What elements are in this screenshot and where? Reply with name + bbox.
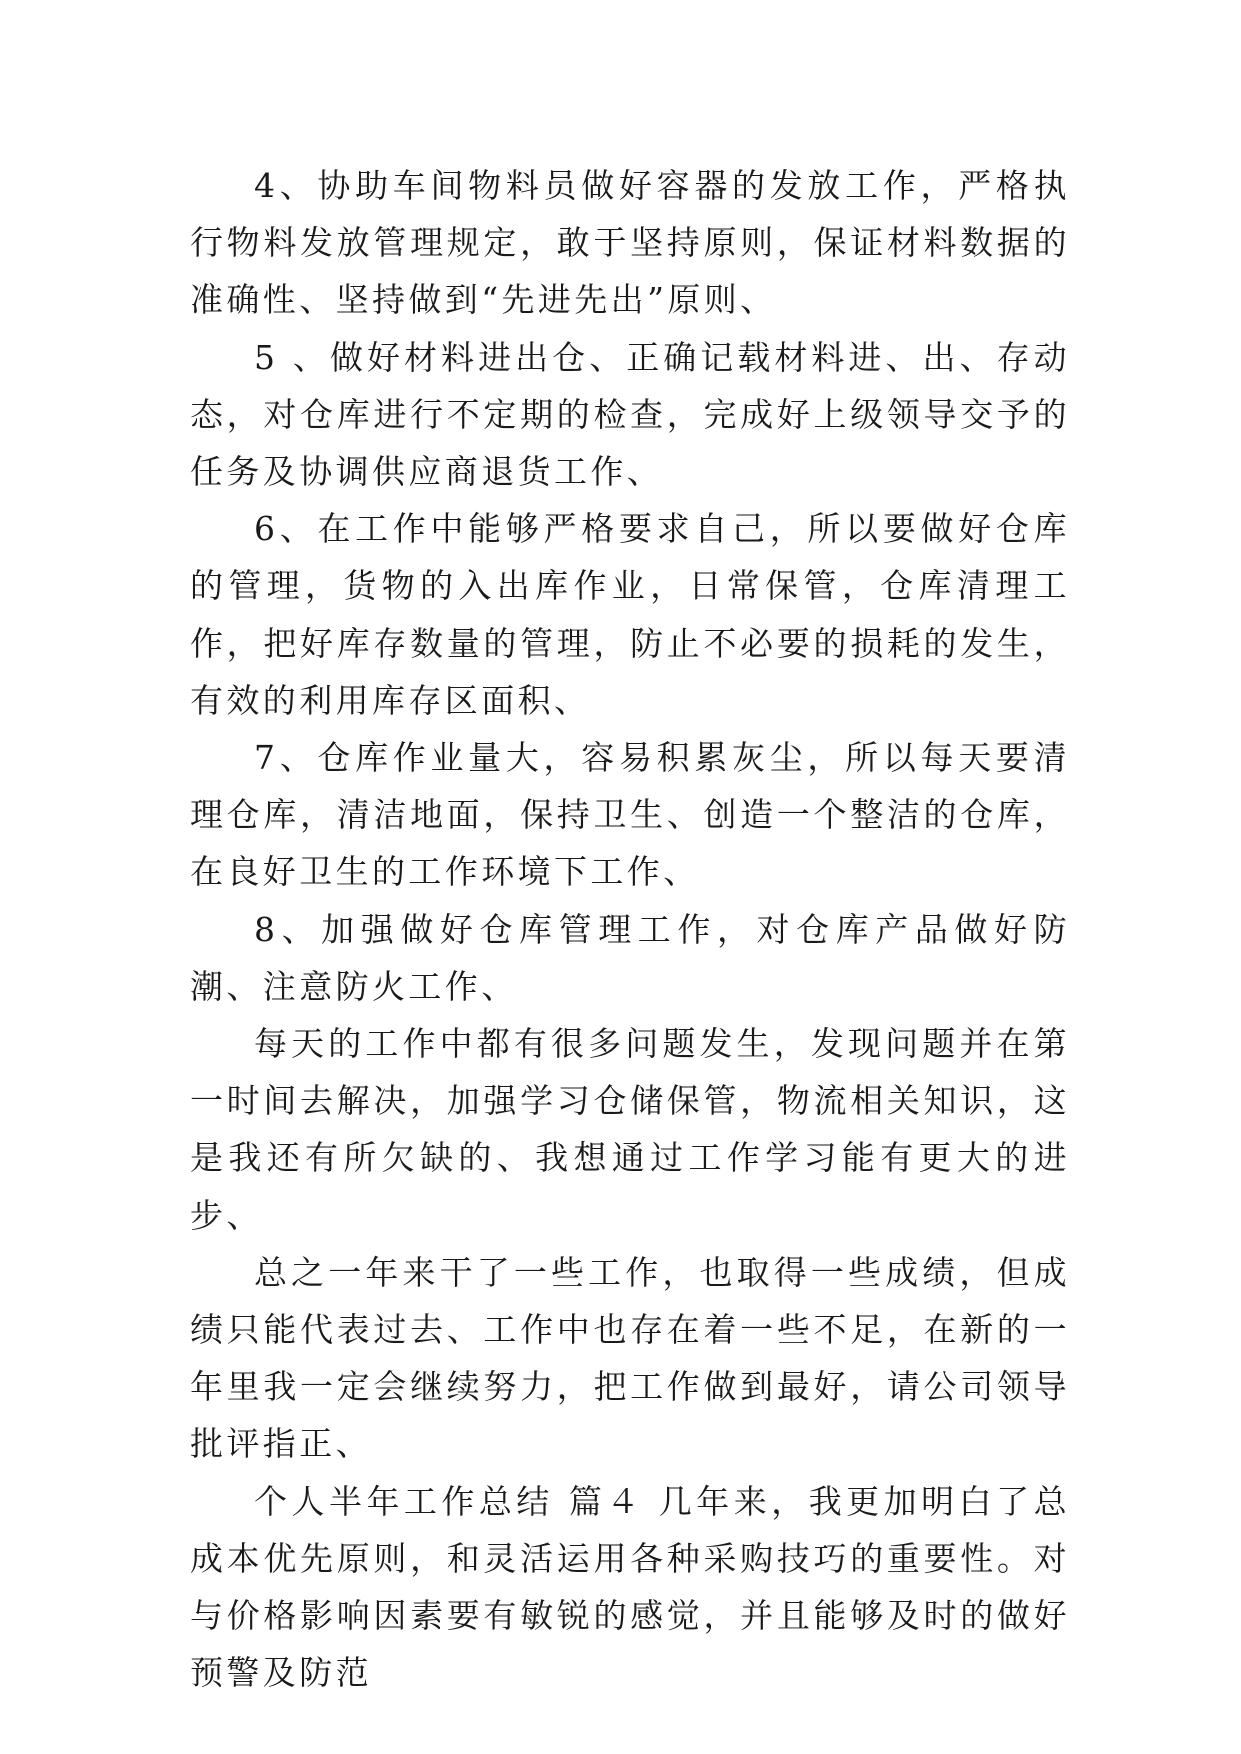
paragraph-item-7: 7、仓库作业量大，容易积累灰尘，所以每天要清理仓库，清洁地面，保持卫生、创造一个整洁的仓库，在良好卫生的工作环境下工作、 bbox=[190, 738, 1070, 892]
paragraph-summary: 总之一年来干了一些工作，也取得一些成绩，但成绩只能代表过去、工作中也存在着一些不足，在新的一年里我一定会继续努力，把工作做到最好，请公司领导批评指正、 bbox=[190, 1252, 1070, 1464]
paragraph-daily-issues: 每天的工作中都有很多问题发生，发现问题并在第一时间去解决，加强学习仓储保管，物流相关知识，这是我还有所欠缺的、我想通过工作学习能有更大的进步、 bbox=[190, 1024, 1070, 1235]
paragraph-item-4: 4、协助车间物料员做好容器的发放工作，严格执行物料发放管理规定，敢于坚持原则，保证材料数据的准确性、坚持做到“先进先出”原则、 bbox=[190, 166, 1070, 320]
paragraph-item-5: 5 、做好材料进出仓、正确记载材料进、出、存动态，对仓库进行不定期的检查，完成好上级领导交予的任务及协调供应商退货工作、 bbox=[190, 337, 1070, 492]
document-body bbox=[190, 157, 1070, 1701]
paragraph-section-4-start: 个人半年工作总结 篇４ 几年来，我更加明白了总成本优先原则，和灵活运用各种采购技巧的重要性。对与价格影响因素要有敏锐的感觉，并且能够及时的做好预警及防范 bbox=[190, 1481, 1070, 1693]
paragraph-item-8: 8、加强做好仓库管理工作，对仓库产品做好防潮、注意防火工作、 bbox=[190, 909, 1070, 1006]
paragraph-item-6: 6、在工作中能够严格要求自己，所以要做好仓库的管理，货物的入出库作业，日常保管，仓库清理工作，把好库存数量的管理，防止不必要的损耗的发生，有效的利用库存区面积、 bbox=[190, 509, 1070, 720]
